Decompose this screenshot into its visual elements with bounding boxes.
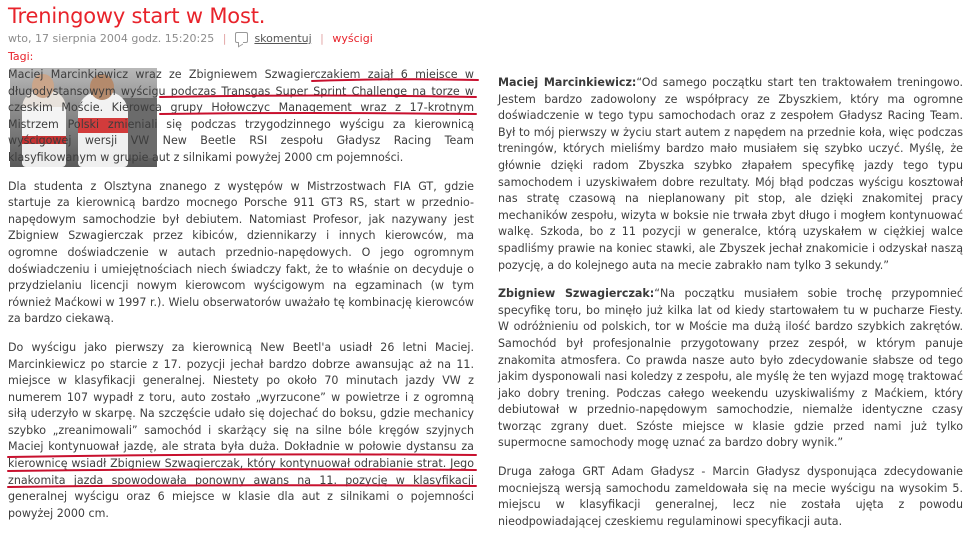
meta-divider: | — [222, 32, 227, 45]
speaker-name: Maciej Marcinkiewicz: — [498, 76, 637, 89]
post-meta — [8, 32, 373, 45]
post-date: wto, 17 sierpnia 2004 godz. 15:20:25 — [8, 32, 215, 45]
quote-block-szwagierczak — [498, 286, 963, 452]
comment-link[interactable]: skomentuj — [254, 32, 312, 45]
speaker-name: Zbigniew Szwagierczak: — [498, 287, 655, 301]
quote-text: “Na początku musiałem sobie trochę przypomnieć specyfikę toru, bo minęło już kilka lat od kiedy startowałem tu w pucharze Fiesty. W odróżnieniu od polskich, tor w Moście ma dużą ilość bardzo szybkich zakrętów. Samochód był profesjonalnie przygotowany przez zespół, w którym panuje znakomita atmosfera. Co prawda nasze auto było zdecydowanie słabsze od tego jakim dysponowali nasi koledzy z zespołu, ale myślę że ten wyjazd mogę traktować jako dobry trening. Podczas całego weekendu uzyskiwaliśmy z Maćkiem, który debiutował w przednio-napędowym samochodzie, niemalże identyczne czasy tworząc zgrany duet. Szóste miejsce w klasie gdzie przed nami już tylko supermocne samochody mogę uznać za bardzo dobry wynik.” — [498, 287, 963, 450]
quote-text: “Od samego początku start ten traktowałem treningowo. Jestem bardzo zadowolony ze współpracy ze Zbyszkiem, który ma ogromne doświadczenie w tego typu samochodach oraz z zespołem Gładysz Racing Team. Był to mój pierwszy w życiu start autem z napędem na przednie koła, więc podczas treningów, których mieliśmy bardzo mało musiałem się szybko uczyć. Myślę, że głównie dzięki radom Zbyszka szybko złapałem specyfikę jazdy tego typu samochodem i uzyskiwałem dobre rezultaty. Mój błąd podczas wyścigu kosztował nas stratę czasową na nieplanowany pit stop, ale dzięki znakomitej pracy mechaników zespołu, wizyta w boksie nie trwała zbyt długo i mogłem kontynuować walkę. Szkoda, bo z 11 pozycji w generalce, którą uzyskałem w ciężkiej walce spadliśmy prawie na koniec stawki, ale Zbyszek jechał znakomicie i odzyskał naszą pozycję, a do kolejnego auta na mecie zabrakło nam tylko 3 sekundy.” — [498, 76, 964, 272]
quote-block-marcinkiewicz — [498, 75, 963, 274]
category-link[interactable]: wyścigi — [332, 32, 373, 45]
comment-icon — [235, 32, 248, 43]
paragraph-intro: Maciej Marcinkiewicz wraz ze Zbigniewem Szwagierczakiem zajął 6 miejsce w długodystansowym wyścigu podczas Transgas Super Sprint Challenge na torze w czeskim Moście. Kierowca grupy Hołowczyc Management wraz z 17-krotnym Mistrzem Polski zmieniali się podczas trzygodzinnego wyścigu za kierownicą wyścigowej wersji VW New Beetle RSI zespołu Gładysz Racing Team klasyfikowanym w grupie aut z silnikami powyżej 2000 cm pojemności. — [8, 68, 474, 164]
left-column — [8, 67, 474, 534]
paragraph-race: Do wyścigu jako pierwszy za kierownicą New Beetl'a usiadł 26 letni Maciej. Marcinkiewicz po starcie z 17. pozycji jechał bardzo dobrze awansując aż na 11. miejsce w klasyfikacji generalnej. Niestety po około 70 minutach jazdy VW z numerem 107 wypadł z toru, auto zostało „wyrzucone” w powietrze i z ogromną siłą uderzyło w skarpę. Na szczęście udało się dojechać do boksu, gdzie mechanicy szybko „zreanimowali” samochód i skarżący się na silne bóle kręgów szyjnych Maciej kontynuował jazdę, ale strata była duża. Dokładnie w połowie dystansu za kierownicę wsiadł Zbigniew Szwagierczak, który kontynuował odrabianie strat. Jego znakomita jazda spowodowała ponowny awans na 11. pozycję w klasyfikacji generalnej wyścigu oraz 6 miejsce w klasie dla aut z silnikami o pojemności powyżej 2000 cm. — [8, 340, 474, 520]
article-title: Treningowy start w Most. — [8, 4, 266, 28]
paragraph-debut: Dla studenta z Olsztyna znanego z występów w Mistrzostwach FIA GT, gdzie startuje za kierownicą bardzo mocnego Porsche 911 GT3 RS, start w przednio-napędowym samochodzie był debiutem. Natomiast Profesor, jak nazywany jest Zbigniew Szwagierczak przez kibiców, dziennikarzy i innych kierowców, ma ogromne doświadczenie w autach przednio-napędowych. O jego ogromnym doświadczeniu i umiejętnościach niech świadczy fakt, że to właśnie on decyduje o przydzielaniu licencji nowym kierowcom wyścigowym na egzaminach (w tym również Maćkowi w 1997 r.). Wielu obserwatorów uważało tę kombinację kierowców za bardzo ciekawą. — [8, 179, 474, 326]
tags-label: Tagi: — [8, 50, 34, 63]
meta-divider: | — [320, 32, 324, 45]
right-column — [498, 75, 963, 542]
paragraph-second-crew: Druga załoga GRT Adam Gładysz - Marcin Gładysz dysponująca zdecydowanie mocniejszą wersją samochodu zameldowała się na mecie wyścigu na wysokim 5. miejscu w klasyfikacji generalnej, lecz nie została ujęta z powodu nieodpowiadającej czeskiemu regulaminowi specyfikacji auta. — [498, 465, 963, 528]
